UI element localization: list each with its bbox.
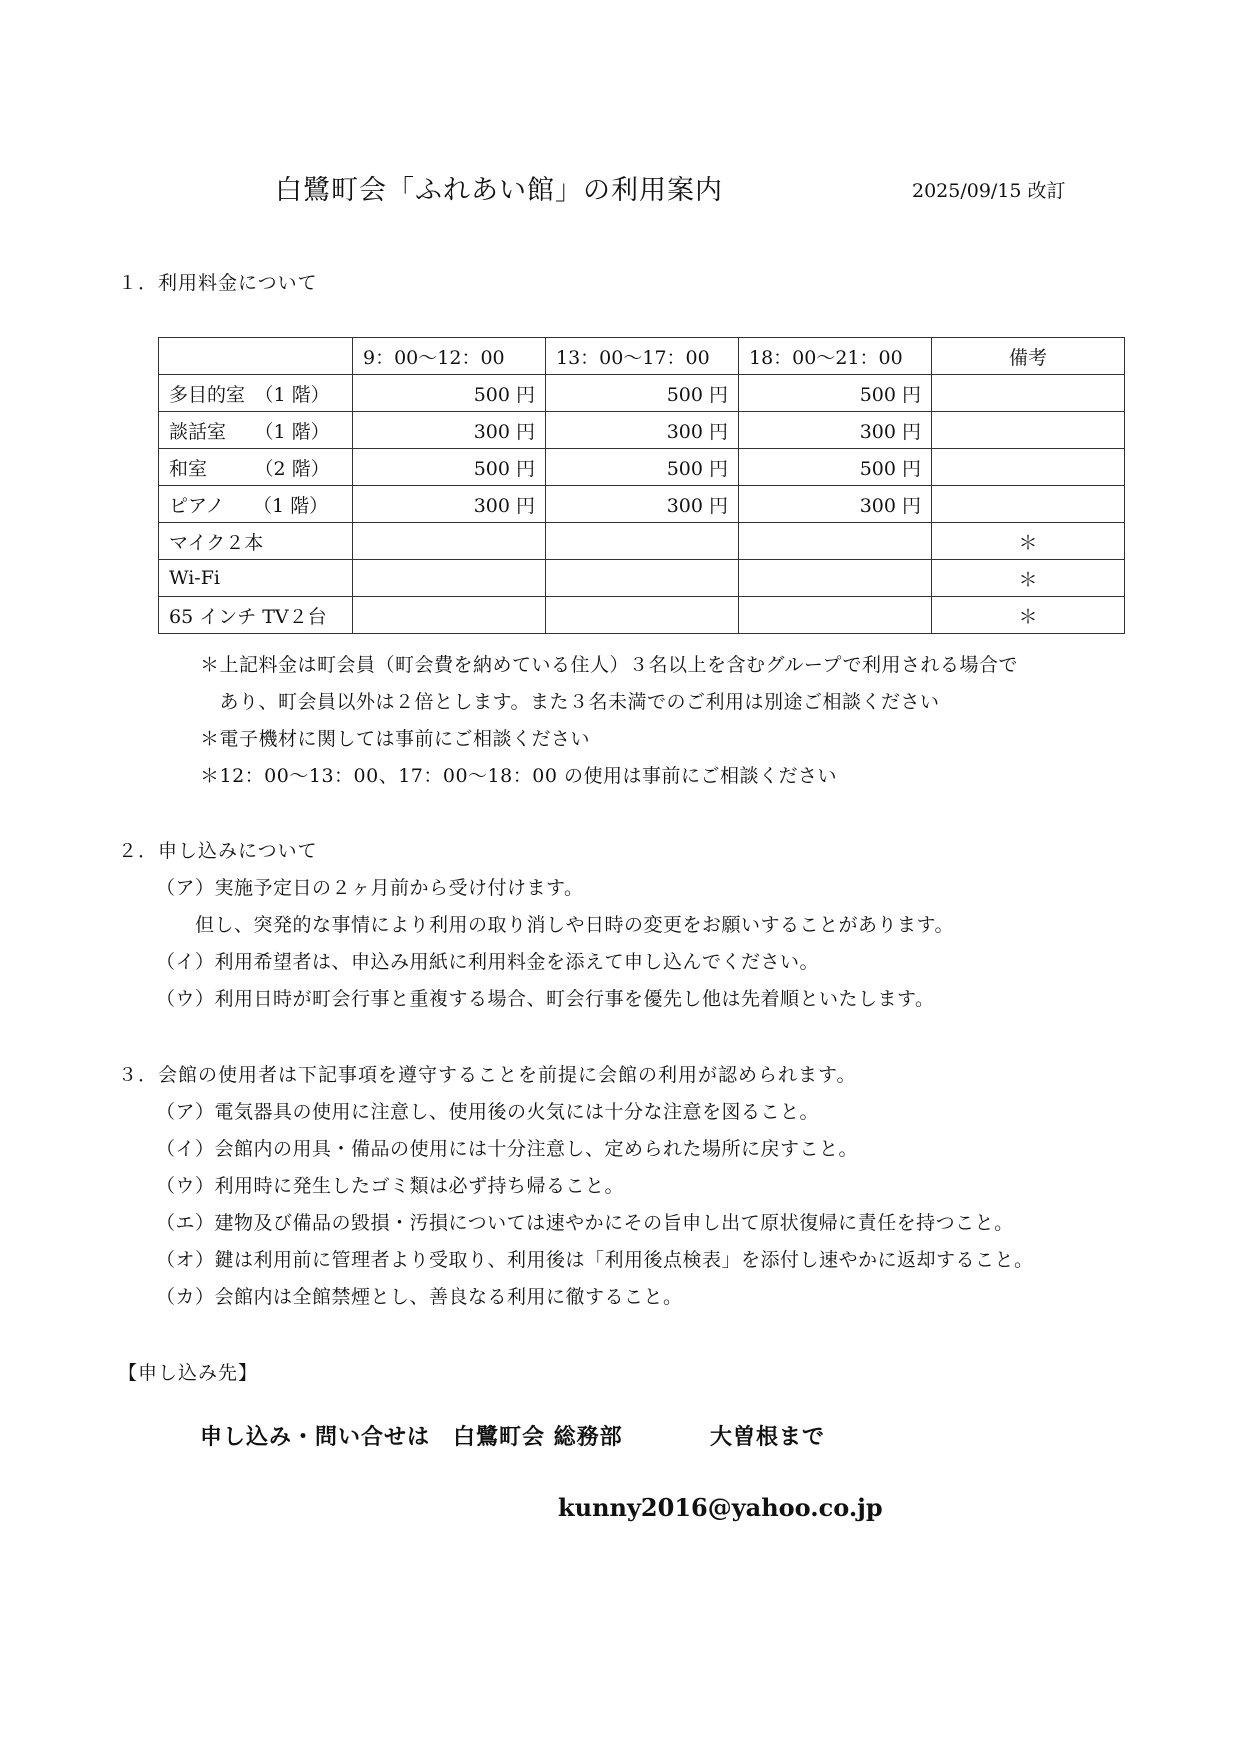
usage-rule: （ウ）利用時に発生したゴミ類は必ず持ち帰ること。	[156, 1175, 625, 1197]
fee-cell	[546, 597, 739, 634]
fee-cell	[546, 523, 739, 560]
fee-cell: 500 円	[739, 375, 932, 412]
usage-rule: （エ）建物及び備品の毀損・汚損については速やかにその旨申し出て原状復帰に責任を持つこと。	[156, 1212, 1014, 1234]
contact-heading: 【申し込み先】	[118, 1362, 259, 1384]
section2-heading: ２．申し込みについて	[118, 840, 318, 862]
table-row	[159, 412, 1125, 449]
table-header-row	[159, 338, 1125, 375]
fee-cell	[739, 597, 932, 634]
fee-note: ＊上記料金は町会員（町会費を納めている住人）３名以上を含むグループで利用される場合で	[200, 654, 1019, 676]
remark-cell	[932, 486, 1125, 523]
remark-cell: ＊	[932, 523, 1125, 560]
table-row	[159, 523, 1125, 560]
fee-cell	[739, 523, 932, 560]
section1-heading: １．利用料金について	[118, 272, 318, 294]
row-label: 談話室 （1 階）	[159, 412, 353, 449]
contact-name: 大曽根まで	[710, 1425, 826, 1450]
fee-cell: 300 円	[739, 412, 932, 449]
table-row	[159, 449, 1125, 486]
fee-cell	[353, 597, 546, 634]
remark-cell: ＊	[932, 597, 1125, 634]
remark-cell	[932, 375, 1125, 412]
row-label: Wi-Fi	[159, 560, 353, 597]
usage-rule: （イ）会館内の用具・備品の使用には十分注意し、定められた場所に戻すこと。	[156, 1138, 859, 1160]
fee-note: ＊12：00～13：00、17：00～18：00 の使用は事前にご相談ください	[200, 765, 837, 787]
table-row	[159, 486, 1125, 523]
table-header-cell: 13：00～17：00	[546, 338, 739, 375]
table-header-cell: 備考	[932, 338, 1125, 375]
table-header-cell	[159, 338, 353, 375]
remark-cell	[932, 412, 1125, 449]
row-label: マイク２本	[159, 523, 353, 560]
usage-rule: （ア）電気器具の使用に注意し、使用後の火気には十分な注意を図ること。	[156, 1101, 820, 1123]
fee-cell: 300 円	[353, 412, 546, 449]
application-rule: 但し、突発的な事情により利用の取り消しや日時の変更をお願いすることがあります。	[156, 914, 954, 936]
row-label: 多目的室 （1 階）	[159, 375, 353, 412]
fee-cell	[353, 560, 546, 597]
fee-cell: 500 円	[353, 375, 546, 412]
remark-cell: ＊	[932, 560, 1125, 597]
fee-cell: 300 円	[546, 412, 739, 449]
page-title: 白鷺町会「ふれあい館」の利用案内	[275, 175, 723, 206]
contact-email[interactable]: kunny2016@yahoo.co.jp	[558, 1493, 883, 1522]
table-row	[159, 375, 1125, 412]
fee-cell: 500 円	[546, 375, 739, 412]
fee-cell: 300 円	[546, 486, 739, 523]
application-rule: （ウ）利用日時が町会行事と重複する場合、町会行事を優先し他は先着順といたします。	[156, 988, 935, 1010]
usage-rule: （カ）会館内は全館禁煙とし、善良なる利用に徹すること。	[156, 1286, 683, 1308]
fee-note: ＊電子機材に関しては事前にご相談ください	[200, 728, 591, 750]
row-label: ピアノ （1 階）	[159, 486, 353, 523]
fee-cell: 500 円	[353, 449, 546, 486]
usage-rule: （オ）鍵は利用前に管理者より受取り、利用後は「利用後点検表」を添付し速やかに返却すること。	[156, 1249, 1034, 1271]
table-row	[159, 597, 1125, 634]
section3-heading: ３．会館の使用者は下記事項を遵守することを前提に会館の利用が認められます。	[118, 1064, 857, 1086]
table-header-cell: 9：00～12：00	[353, 338, 546, 375]
revision-date: 2025/09/15 改訂	[912, 180, 1066, 202]
row-label: 65 インチ TV２台	[159, 597, 353, 634]
fee-cell: 300 円	[739, 486, 932, 523]
table-row	[159, 560, 1125, 597]
table-header-cell: 18：00～21：00	[739, 338, 932, 375]
fee-table	[158, 337, 1125, 634]
application-rule: （ア）実施予定日の２ヶ月前から受け付けます。	[156, 877, 584, 899]
fee-cell: 300 円	[353, 486, 546, 523]
row-label: 和室 （2 階）	[159, 449, 353, 486]
fee-cell	[546, 560, 739, 597]
fee-note: あり、町会員以外は２倍とします。また３名未満でのご利用は別途ご相談ください	[200, 691, 940, 713]
remark-cell	[932, 449, 1125, 486]
fee-cell	[739, 560, 932, 597]
fee-cell: 500 円	[546, 449, 739, 486]
application-rule: （イ）利用希望者は、申込み用紙に利用料金を添えて申し込んでください。	[156, 951, 820, 973]
fee-cell: 500 円	[739, 449, 932, 486]
fee-cell	[353, 523, 546, 560]
contact-lead: 申し込み・問い合せは 白鷺町会 総務部	[200, 1425, 623, 1450]
